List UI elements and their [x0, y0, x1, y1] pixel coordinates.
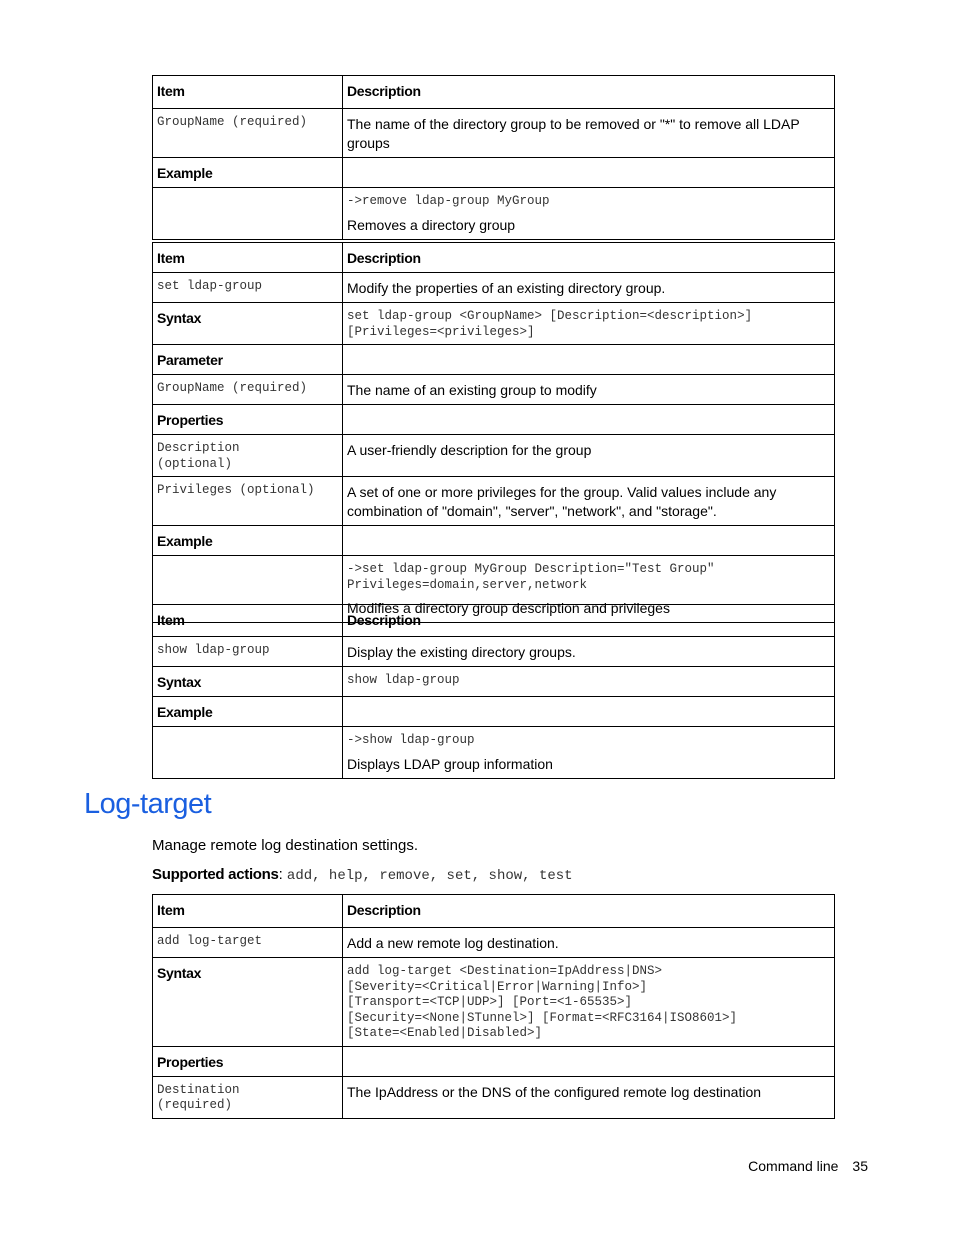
example-empty [343, 697, 834, 707]
properties-label: Properties [157, 1053, 224, 1070]
param-name: GroupName (required) [157, 381, 308, 395]
syntax-label: Syntax [157, 310, 202, 326]
example-text: Removes a directory group [347, 216, 516, 233]
example-command: ->show ldap-group [347, 733, 475, 747]
page-footer [748, 1158, 868, 1174]
table-row [153, 526, 835, 556]
table-row [153, 667, 835, 697]
supported-actions-separator: : [278, 866, 287, 883]
header-item: Item [157, 83, 185, 99]
page-number: 35 [852, 1158, 868, 1174]
table-row [153, 109, 835, 158]
supported-actions-list: add, help, remove, set, show, test [286, 868, 573, 884]
param-description: The name of the directory group to be removed or "*" to remove all LDAP groups [347, 116, 800, 151]
table-row [153, 727, 835, 779]
properties-empty [343, 1047, 834, 1057]
command-name: set ldap-group [157, 279, 263, 293]
add-log-target-table [152, 894, 835, 1119]
syntax-text: show ldap-group [347, 673, 460, 687]
table-row [153, 345, 835, 375]
remove-ldap-group-table [152, 75, 835, 240]
command-name: add log-target [157, 934, 263, 948]
parameter-empty [343, 345, 834, 355]
header-description: Description [347, 612, 421, 628]
example-empty [343, 526, 834, 536]
table-row [153, 958, 835, 1047]
table-row [153, 303, 835, 345]
command-description: Modify the properties of an existing directory group. [347, 280, 666, 296]
header-description: Description [347, 902, 421, 918]
table-row [153, 1046, 835, 1076]
property-description: A user-friendly description for the group [347, 442, 592, 458]
header-item: Item [157, 902, 185, 918]
show-ldap-group-table [152, 604, 835, 779]
header-description: Description [347, 83, 421, 99]
syntax-label: Syntax [157, 965, 202, 981]
command-name: show ldap-group [157, 643, 270, 657]
table-row [153, 697, 835, 727]
table-row [153, 273, 835, 303]
table-header-row [153, 76, 835, 109]
header-item: Item [157, 612, 185, 628]
table-row [153, 435, 835, 477]
header-item: Item [157, 250, 185, 266]
property-description: A set of one or more privileges for the group. Valid values include any combination of "domain", "server", "network", and "storage". [347, 484, 777, 519]
syntax-text: add log-target <Destination=IpAddress|DNS> [Severity=<Critical|Error|Warning|Info>] [Transport=<TCP|UDP>] [Port=<1-65535>] [Security=<None|STunnel>] [Format=<RFC3164|ISO8601>] [State=<Enabled|Disabled>] [347, 964, 738, 1040]
property-name: Destination (required) [157, 1082, 240, 1112]
table-header-row [153, 895, 835, 928]
table-row [153, 928, 835, 958]
table-row [153, 188, 835, 240]
table-header-row [153, 605, 835, 637]
table-header-row [153, 243, 835, 273]
param-name: GroupName (required) [157, 115, 308, 129]
example-empty [343, 158, 834, 168]
syntax-text: set ldap-group <GroupName> [Description=<description>] [Privileges=<privileges>] [347, 309, 753, 339]
example-label: Example [157, 704, 213, 720]
param-description: The name of an existing group to modify [347, 382, 597, 398]
properties-empty [343, 405, 834, 415]
supported-actions [152, 866, 573, 884]
table-row [153, 477, 835, 526]
section-title: Log-target [84, 788, 212, 820]
syntax-label: Syntax [157, 674, 202, 690]
property-name: Privileges (optional) [157, 483, 315, 497]
example-text: Modifies a directory group description and privileges [347, 600, 670, 616]
example-text: Displays LDAP group information [347, 755, 553, 772]
property-name: Description (optional) [157, 441, 240, 471]
property-description: The IpAddress or the DNS of the configured remote log destination [347, 1083, 762, 1100]
parameter-label: Parameter [157, 352, 223, 368]
footer-section: Command line [748, 1158, 839, 1174]
example-label: Example [157, 533, 213, 549]
section-intro: Manage remote log destination settings. [152, 837, 418, 854]
properties-label: Properties [157, 412, 224, 428]
table-row [153, 158, 835, 188]
table-row [153, 405, 835, 435]
example-label: Example [157, 165, 213, 181]
supported-actions-label: Supported actions [152, 866, 279, 883]
command-description: Display the existing directory groups. [347, 644, 576, 660]
table-row [153, 375, 835, 405]
example-command: ->remove ldap-group MyGroup [347, 194, 550, 208]
header-description: Description [347, 250, 421, 266]
command-description: Add a new remote log destination. [347, 935, 559, 951]
set-ldap-group-table [152, 242, 835, 623]
example-command: ->set ldap-group MyGroup Description="Test Group" Privileges=domain,server,network [347, 562, 715, 592]
table-row [153, 637, 835, 667]
table-row [153, 1076, 835, 1118]
